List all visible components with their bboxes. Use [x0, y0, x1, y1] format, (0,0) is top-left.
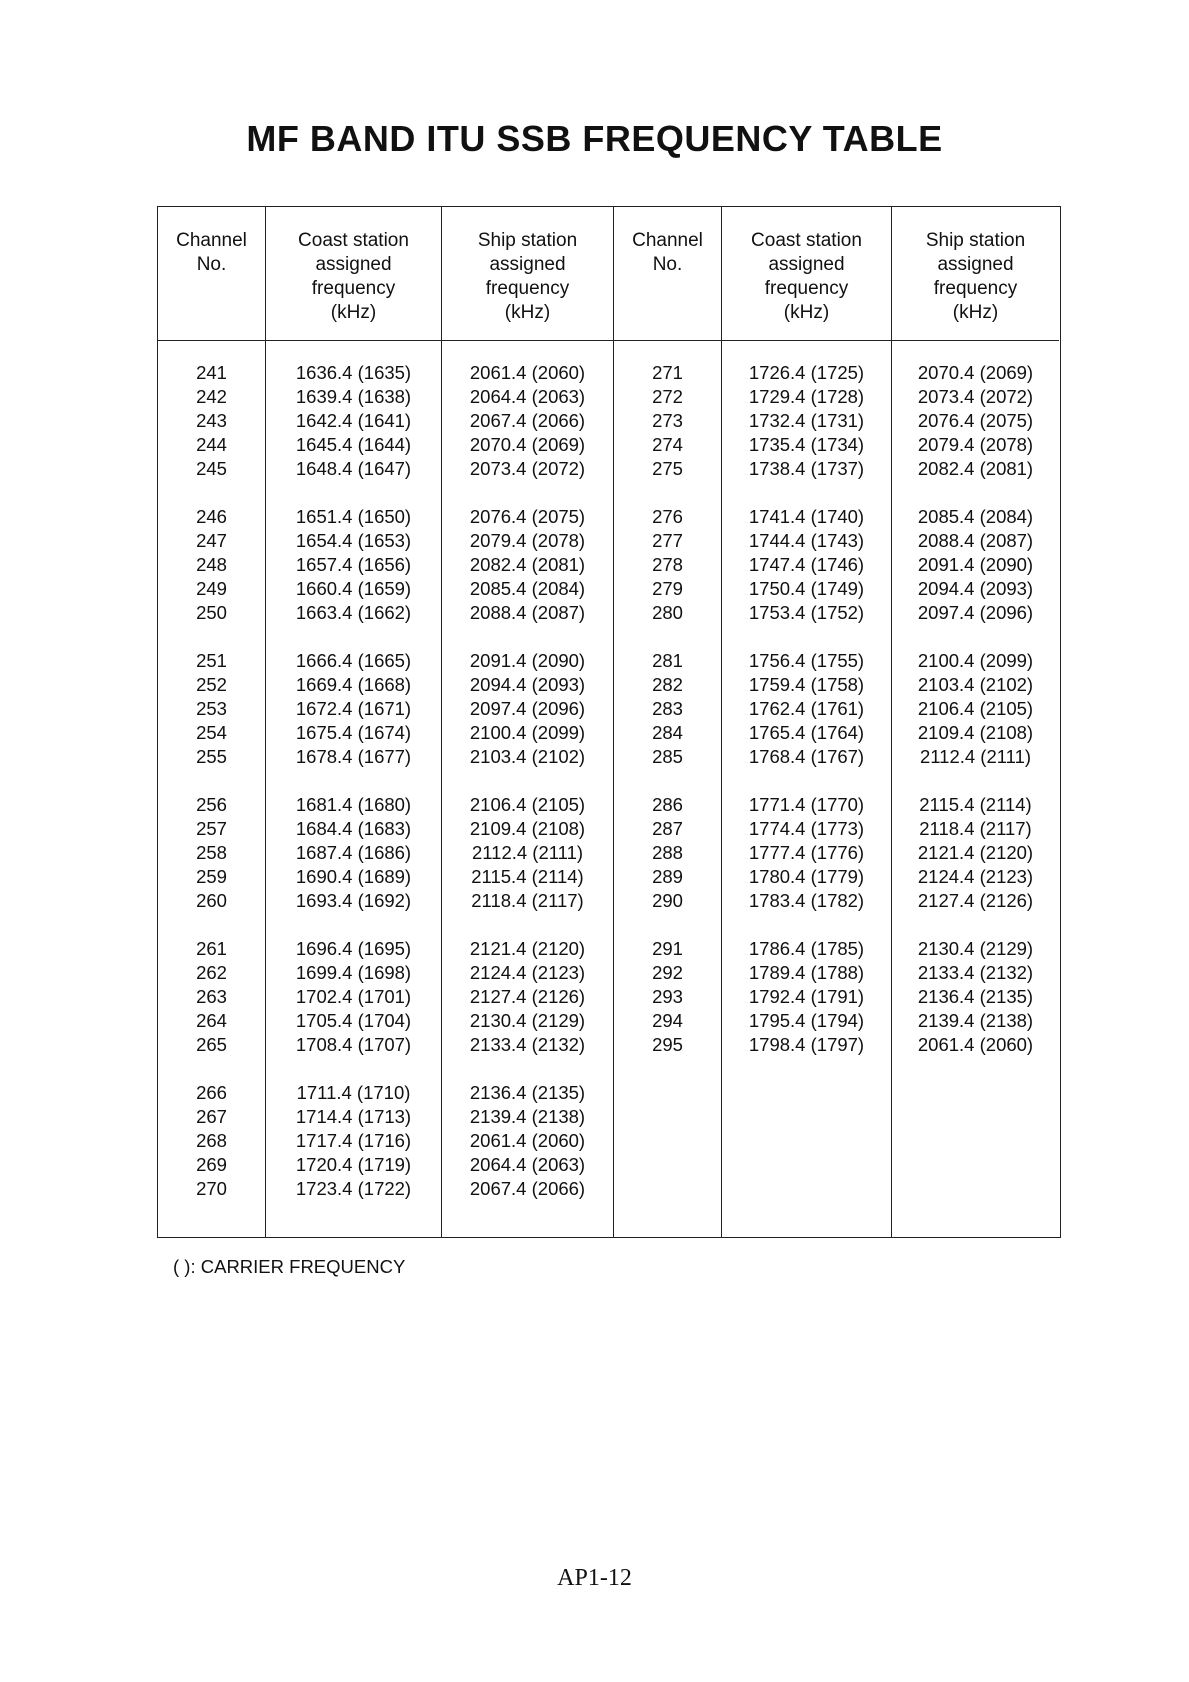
table-cell: 246 — [196, 506, 227, 527]
table-cell: 1777.4 (1776) — [748, 842, 865, 863]
body-coast-right — [722, 361, 891, 1081]
table-cell: 261 — [196, 938, 227, 959]
table-cell: 1681.4 (1680) — [295, 794, 412, 815]
table-cell: 2139.4 (2138) — [917, 1010, 1034, 1031]
page-number: AP1-12 — [557, 1565, 632, 1591]
row-group — [442, 793, 613, 913]
table-cell: 284 — [652, 722, 683, 743]
table-cell: 2115.4 (2114) — [919, 794, 1032, 815]
table-cell: 1660.4 (1659) — [295, 578, 412, 599]
table-cell: 264 — [196, 1010, 227, 1031]
table-cell: 271 — [652, 362, 683, 383]
table-cell: 293 — [652, 986, 683, 1007]
table-cell: 1798.4 (1797) — [748, 1034, 865, 1055]
header-ship-right — [892, 207, 1059, 341]
table-cell: 252 — [196, 674, 227, 695]
table-cell: 1666.4 (1665) — [295, 650, 412, 671]
row-group — [158, 1081, 265, 1201]
table-cell: 2139.4 (2138) — [469, 1106, 586, 1127]
table-cell: 289 — [652, 866, 683, 887]
row-group — [442, 505, 613, 625]
table-cell: 292 — [652, 962, 683, 983]
table-cell: 277 — [652, 530, 683, 551]
header-line: Coast station — [751, 230, 862, 251]
table-cell: 279 — [652, 578, 683, 599]
table-cell: 259 — [196, 866, 227, 887]
table-cell: 1639.4 (1638) — [295, 386, 412, 407]
page-title: MF BAND ITU SSB FREQUENCY TABLE — [246, 118, 943, 159]
header-line: assigned — [315, 254, 392, 275]
table-cell: 245 — [196, 458, 227, 479]
table-cell: 262 — [196, 962, 227, 983]
table-cell: 2076.4 (2075) — [917, 410, 1034, 431]
table-cell: 2118.4 (2117) — [471, 890, 584, 911]
table-cell: 257 — [196, 818, 227, 839]
table-cell: 1768.4 (1767) — [748, 746, 865, 767]
table-cell: 265 — [196, 1034, 227, 1055]
table-cell: 250 — [196, 602, 227, 623]
table-cell: 263 — [196, 986, 227, 1007]
row-group — [722, 649, 891, 769]
table-cell: 286 — [652, 794, 683, 815]
table-cell: 1783.4 (1782) — [748, 890, 865, 911]
table-cell: 251 — [196, 650, 227, 671]
table-cell: 2079.4 (2078) — [469, 530, 586, 551]
table-cell: 1705.4 (1704) — [295, 1010, 412, 1031]
table-cell: 258 — [196, 842, 227, 863]
table-cell: 291 — [652, 938, 683, 959]
header-line: No. — [196, 254, 227, 275]
row-group — [158, 361, 265, 481]
row-group — [892, 937, 1059, 1057]
row-group — [158, 505, 265, 625]
table-cell: 254 — [196, 722, 227, 743]
table-cell: 278 — [652, 554, 683, 575]
table-cell: 266 — [196, 1082, 227, 1103]
table-cell: 2097.4 (2096) — [917, 602, 1034, 623]
table-cell: 2124.4 (2123) — [469, 962, 586, 983]
table-cell: 2097.4 (2096) — [469, 698, 586, 719]
row-group — [614, 505, 721, 625]
col-channel-right — [614, 207, 722, 1237]
header-line: assigned — [768, 254, 845, 275]
table-cell: 1636.4 (1635) — [295, 362, 412, 383]
col-coast-left — [266, 207, 442, 1237]
row-group — [722, 361, 891, 481]
table-cell: 1789.4 (1788) — [748, 962, 865, 983]
table-cell: 244 — [196, 434, 227, 455]
table-cell: 1795.4 (1794) — [748, 1010, 865, 1031]
table-cell: 2100.4 (2099) — [469, 722, 586, 743]
table-cell: 2064.4 (2063) — [469, 1154, 586, 1175]
table-cell: 2103.4 (2102) — [917, 674, 1034, 695]
table-cell: 285 — [652, 746, 683, 767]
body-channel-left — [158, 361, 265, 1225]
header-channel-left — [158, 207, 265, 341]
row-group — [158, 793, 265, 913]
row-group — [892, 649, 1059, 769]
table-cell: 2130.4 (2129) — [469, 1010, 586, 1031]
table-cell: 1732.4 (1731) — [748, 410, 865, 431]
body-channel-right — [614, 361, 721, 1081]
table-cell: 2094.4 (2093) — [469, 674, 586, 695]
table-cell: 1771.4 (1770) — [748, 794, 865, 815]
header-line: (kHz) — [330, 302, 377, 323]
table-cell: 2094.4 (2093) — [917, 578, 1034, 599]
table-cell: 267 — [196, 1106, 227, 1127]
row-group — [614, 937, 721, 1057]
table-cell: 269 — [196, 1154, 227, 1175]
table-cell: 1756.4 (1755) — [748, 650, 865, 671]
table-cell: 2112.4 (2111) — [471, 842, 584, 863]
table-cell: 2085.4 (2084) — [917, 506, 1034, 527]
header-line: assigned — [489, 254, 566, 275]
table-cell: 1654.4 (1653) — [295, 530, 412, 551]
row-group — [442, 361, 613, 481]
header-line: frequency — [933, 278, 1018, 299]
table-cell: 1678.4 (1677) — [295, 746, 412, 767]
row-group — [266, 793, 441, 913]
table-cell: 242 — [196, 386, 227, 407]
table-cell: 1642.4 (1641) — [295, 410, 412, 431]
table-cell: 268 — [196, 1130, 227, 1151]
table-cell: 2112.4 (2111) — [919, 746, 1032, 767]
table-cell: 1765.4 (1764) — [748, 722, 865, 743]
header-channel-right — [614, 207, 721, 341]
body-coast-left — [266, 361, 441, 1225]
table-cell: 260 — [196, 890, 227, 911]
header-line: frequency — [311, 278, 396, 299]
table-cell: 2091.4 (2090) — [469, 650, 586, 671]
table-cell: 2073.4 (2072) — [469, 458, 586, 479]
header-line: No. — [652, 254, 683, 275]
table-cell: 256 — [196, 794, 227, 815]
row-group — [722, 937, 891, 1057]
table-cell: 1744.4 (1743) — [748, 530, 865, 551]
col-ship-left — [442, 207, 614, 1237]
table-cell: 1747.4 (1746) — [748, 554, 865, 575]
table-cell: 2133.4 (2132) — [917, 962, 1034, 983]
table-cell: 1645.4 (1644) — [295, 434, 412, 455]
table-cell: 1672.4 (1671) — [295, 698, 412, 719]
table-cell: 1699.4 (1698) — [295, 962, 412, 983]
row-group — [892, 793, 1059, 913]
table-cell: 272 — [652, 386, 683, 407]
table-cell: 1696.4 (1695) — [295, 938, 412, 959]
table-cell: 1708.4 (1707) — [295, 1034, 412, 1055]
row-group — [266, 937, 441, 1057]
table-cell: 1786.4 (1785) — [748, 938, 865, 959]
table-cell: 1717.4 (1716) — [295, 1130, 412, 1151]
table-cell: 1663.4 (1662) — [295, 602, 412, 623]
table-cell: 2124.4 (2123) — [917, 866, 1034, 887]
body-ship-right — [892, 361, 1059, 1081]
row-group — [266, 361, 441, 481]
table-cell: 2106.4 (2105) — [469, 794, 586, 815]
row-group — [614, 649, 721, 769]
row-group — [442, 1081, 613, 1201]
table-cell: 1687.4 (1686) — [295, 842, 412, 863]
table-cell: 2091.4 (2090) — [917, 554, 1034, 575]
header-line: Ship station — [925, 230, 1026, 251]
table-cell: 248 — [196, 554, 227, 575]
table-cell: 287 — [652, 818, 683, 839]
table-cell: 1762.4 (1761) — [748, 698, 865, 719]
table-cell: 1735.4 (1734) — [748, 434, 865, 455]
table-cell: 1723.4 (1722) — [295, 1178, 412, 1199]
table-cell: 2061.4 (2060) — [917, 1034, 1034, 1055]
table-cell: 2133.4 (2132) — [469, 1034, 586, 1055]
row-group — [722, 505, 891, 625]
row-group — [614, 361, 721, 481]
header-line: Channel — [632, 230, 703, 251]
table-cell: 2070.4 (2069) — [469, 434, 586, 455]
table-cell: 282 — [652, 674, 683, 695]
table-cell: 274 — [652, 434, 683, 455]
table-cell: 2136.4 (2135) — [469, 1082, 586, 1103]
table-cell: 2115.4 (2114) — [471, 866, 584, 887]
col-ship-right — [892, 207, 1059, 1237]
header-line: frequency — [764, 278, 849, 299]
header-line: (kHz) — [504, 302, 551, 323]
body-ship-left — [442, 361, 613, 1225]
table-cell: 2106.4 (2105) — [917, 698, 1034, 719]
table-cell: 2136.4 (2135) — [917, 986, 1034, 1007]
table-cell: 2088.4 (2087) — [917, 530, 1034, 551]
table-cell: 2127.4 (2126) — [469, 986, 586, 1007]
row-group — [892, 505, 1059, 625]
table-cell: 1684.4 (1683) — [295, 818, 412, 839]
col-coast-right — [722, 207, 892, 1237]
table-cell: 1714.4 (1713) — [295, 1106, 412, 1127]
table-cell: 1651.4 (1650) — [295, 506, 412, 527]
header-line: Ship station — [477, 230, 578, 251]
table-cell: 2121.4 (2120) — [469, 938, 586, 959]
table-cell: 2109.4 (2108) — [917, 722, 1034, 743]
table-cell: 2073.4 (2072) — [917, 386, 1034, 407]
row-group — [158, 937, 265, 1057]
header-line: assigned — [937, 254, 1014, 275]
table-cell: 1690.4 (1689) — [295, 866, 412, 887]
table-cell: 280 — [652, 602, 683, 623]
row-group — [158, 649, 265, 769]
table-cell: 2100.4 (2099) — [917, 650, 1034, 671]
table-cell: 2118.4 (2117) — [919, 818, 1032, 839]
table-cell: 1648.4 (1647) — [295, 458, 412, 479]
table-cell: 1657.4 (1656) — [295, 554, 412, 575]
table-cell: 2127.4 (2126) — [917, 890, 1034, 911]
table-cell: 275 — [652, 458, 683, 479]
table-cell: 1780.4 (1779) — [748, 866, 865, 887]
table-cell: 2076.4 (2075) — [469, 506, 586, 527]
table-cell: 1669.4 (1668) — [295, 674, 412, 695]
table-cell: 1750.4 (1749) — [748, 578, 865, 599]
table-cell: 2061.4 (2060) — [469, 1130, 586, 1151]
table-cell: 2103.4 (2102) — [469, 746, 586, 767]
table-cell: 273 — [652, 410, 683, 431]
header-line: (kHz) — [783, 302, 830, 323]
table-cell: 2061.4 (2060) — [469, 362, 586, 383]
table-cell: 1738.4 (1737) — [748, 458, 865, 479]
table-cell: 2121.4 (2120) — [917, 842, 1034, 863]
table-cell: 1729.4 (1728) — [748, 386, 865, 407]
header-line: (kHz) — [952, 302, 999, 323]
table-cell: 2067.4 (2066) — [469, 1178, 586, 1199]
table-cell: 270 — [196, 1178, 227, 1199]
row-group — [442, 649, 613, 769]
table-cell: 1711.4 (1710) — [296, 1082, 411, 1103]
row-group — [266, 505, 441, 625]
table-cell: 1741.4 (1740) — [748, 506, 865, 527]
table-cell: 1702.4 (1701) — [295, 986, 412, 1007]
carrier-frequency-note: ( ): CARRIER FREQUENCY — [173, 1256, 406, 1277]
row-group — [892, 361, 1059, 481]
header-line: frequency — [485, 278, 570, 299]
table-cell: 2082.4 (2081) — [917, 458, 1034, 479]
table-cell: 1753.4 (1752) — [748, 602, 865, 623]
table-cell: 288 — [652, 842, 683, 863]
table-cell: 1759.4 (1758) — [748, 674, 865, 695]
table-cell: 295 — [652, 1034, 683, 1055]
table-cell: 1693.4 (1692) — [295, 890, 412, 911]
table-cell: 241 — [196, 362, 227, 383]
table-cell: 276 — [652, 506, 683, 527]
table-cell: 283 — [652, 698, 683, 719]
table-cell: 1720.4 (1719) — [295, 1154, 412, 1175]
table-cell: 255 — [196, 746, 227, 767]
table-cell: 1774.4 (1773) — [748, 818, 865, 839]
header-ship-left — [442, 207, 613, 341]
table-cell: 253 — [196, 698, 227, 719]
row-group — [722, 793, 891, 913]
header-line: Coast station — [298, 230, 409, 251]
table-cell: 2079.4 (2078) — [917, 434, 1034, 455]
header-coast-right — [722, 207, 891, 341]
table-cell: 2130.4 (2129) — [917, 938, 1034, 959]
row-group — [442, 937, 613, 1057]
row-group — [266, 1081, 441, 1201]
table-cell: 249 — [196, 578, 227, 599]
table-cell: 290 — [652, 890, 683, 911]
table-cell: 294 — [652, 1010, 683, 1031]
table-cell: 243 — [196, 410, 227, 431]
table-cell: 2070.4 (2069) — [917, 362, 1034, 383]
table-cell: 2067.4 (2066) — [469, 410, 586, 431]
table-cell: 281 — [652, 650, 683, 671]
table-cell: 2082.4 (2081) — [469, 554, 586, 575]
table-cell: 2109.4 (2108) — [469, 818, 586, 839]
table-cell: 1726.4 (1725) — [748, 362, 865, 383]
table-cell: 247 — [196, 530, 227, 551]
row-group — [614, 793, 721, 913]
header-coast-left — [266, 207, 441, 341]
table-cell: 2064.4 (2063) — [469, 386, 586, 407]
table-cell: 2088.4 (2087) — [469, 602, 586, 623]
table-cell: 1675.4 (1674) — [295, 722, 412, 743]
row-group — [266, 649, 441, 769]
header-line: Channel — [176, 230, 247, 251]
frequency-table — [157, 206, 1061, 1238]
table-cell: 1792.4 (1791) — [748, 986, 865, 1007]
table-cell: 2085.4 (2084) — [469, 578, 586, 599]
col-channel-left — [158, 207, 266, 1237]
